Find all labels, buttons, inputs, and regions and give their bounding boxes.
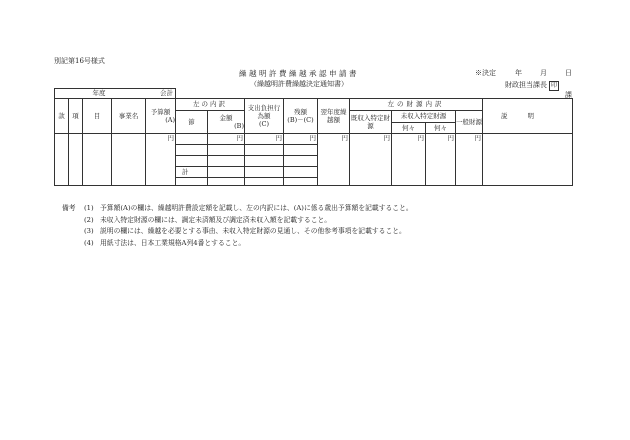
- col-amount: 金額 (B): [208, 111, 245, 134]
- yen-label: 円: [208, 134, 245, 145]
- yen-label: 円: [245, 134, 284, 145]
- col-kan: 款: [55, 99, 69, 134]
- col-nani-2: 何々: [426, 123, 456, 134]
- form-label: 別記第16号様式: [54, 57, 105, 65]
- approver-label: 財政担当課長: [505, 81, 547, 89]
- decision-month: 月: [540, 69, 547, 77]
- total-row: [55, 167, 573, 178]
- decision-year: 年: [515, 69, 522, 77]
- note-item: (4) 用紙寸法は、日本工業規格A列4番とすること。: [84, 238, 246, 247]
- col-existing: 既収入特定財源: [350, 111, 392, 134]
- table-row: [55, 134, 573, 145]
- col-expenditure: 支出負担行為額 (C): [245, 99, 284, 134]
- yen-label: 円: [392, 134, 426, 145]
- col-moku: 目: [83, 99, 112, 134]
- col-general: 一般財源: [456, 111, 483, 134]
- table-row: [55, 178, 573, 186]
- carryover-table: [54, 88, 573, 186]
- document-subtitle: （繰越明許費繰越決定通知書）: [250, 80, 348, 88]
- approver-dept: 課: [565, 91, 572, 99]
- note-item: 備考 (1) 予算額(A)の欄は、繰越明許費設定額を記載し、左の内訳には、(A)に係る歳出予算額を記載すること。: [62, 203, 413, 215]
- yen-label: 円: [350, 134, 392, 145]
- notes-label: 備考: [62, 204, 76, 212]
- col-carryover: 翌年度繰越額: [318, 99, 350, 134]
- col-kou: 項: [69, 99, 83, 134]
- decision-day: 日: [565, 69, 572, 77]
- fiscal-year-cell: 年度: [55, 89, 112, 99]
- yen-label: 円: [318, 134, 350, 145]
- col-explanation: 説明: [483, 99, 573, 134]
- col-breakdown: 左の内訳: [176, 99, 245, 111]
- col-funding: 左の財源内訳: [350, 99, 483, 111]
- col-budget: 予算額 (A): [146, 99, 176, 134]
- yen-label: 円: [426, 134, 456, 145]
- decision-label: ※決定: [475, 69, 496, 77]
- col-setsu: 節: [176, 111, 208, 134]
- col-jigyo: 事業名: [112, 99, 146, 134]
- seal-icon: 印: [550, 82, 557, 89]
- notes-section: [62, 203, 413, 249]
- account-cell: 会計: [112, 89, 176, 99]
- yen-label: 円: [146, 134, 176, 145]
- col-uncollected: 未収入特定財源: [392, 111, 456, 123]
- table-row: [55, 145, 573, 156]
- table-row: [55, 156, 573, 167]
- yen-label: 円: [284, 134, 318, 145]
- note-item: (2) 未収入特定財源の欄には、調定未済額及び調定済未収入額を記載すること。: [84, 215, 332, 224]
- note-item: (3) 説明の欄には、繰越を必要とする事由、未収入特定財源の見通し、その他参考事項を記載すること。: [84, 227, 406, 235]
- col-balance: 残額 (B)－(C): [284, 99, 318, 134]
- yen-label: 円: [456, 134, 483, 145]
- total-label: 計: [176, 167, 208, 178]
- document-title: 繰越明許費繰越承認申請書: [239, 69, 359, 78]
- header-blank: [176, 89, 573, 99]
- col-nani-1: 何々: [392, 123, 426, 134]
